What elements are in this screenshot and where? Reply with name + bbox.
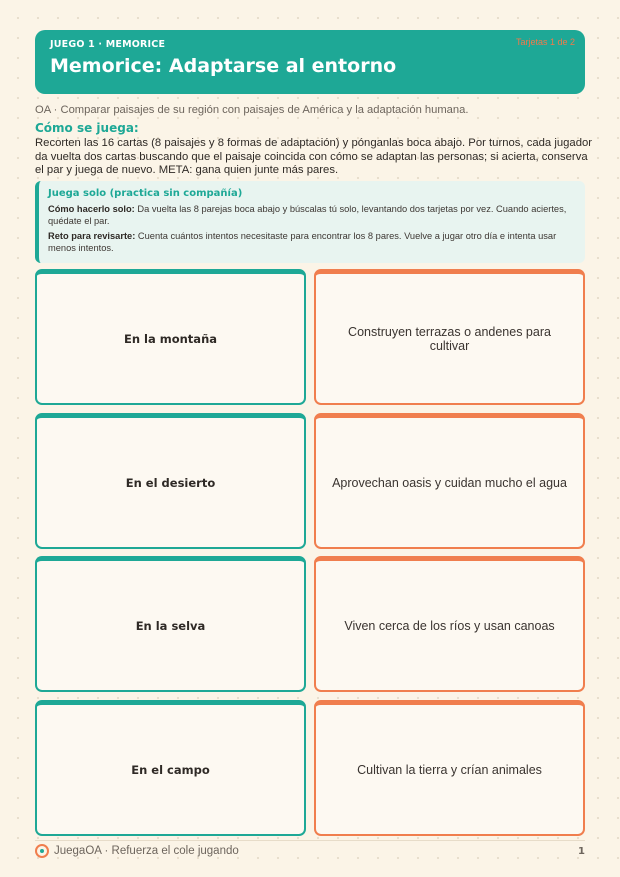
adaptation-card-label: Cultivan la tierra y crían animales [357,762,542,777]
solo-challenge-line [48,230,575,254]
cards-counter: Tarjetas 1 de 2 [515,37,575,47]
adaptation-card-label: Viven cerca de los ríos y usan canoas [344,618,555,633]
solo-how-text: Da vuelta las 8 parejas boca abajo y búscalas tú solo, levantando dos tarjetas por vez. Cuando aciertes, quédate el par. [48,204,567,226]
landscape-card [35,700,306,836]
solo-how-label: Cómo hacerlo solo: [48,204,135,214]
adaptation-card-label: Construyen terrazas o andenes para cultivar [348,324,551,353]
page-title: Memorice: Adaptarse al entorno [50,55,397,77]
brand-logo-icon [35,844,49,858]
solo-how-line [48,203,575,227]
game-header [35,30,585,94]
landscape-card [35,556,306,692]
how-to-play-text: Recorten las 16 cartas (8 paisajes y 8 formas de adaptación) y pónganlas boca abajo. Por turnos, cada jugador da vuelta dos cartas buscando que el paisaje coincida con cómo se adaptan las personas; si acierta, conserva el par y juega de nuevo. META: gana quien junte más pares. [35,137,593,176]
adaptation-card-label: Aprovechan oasis y cuidan mucho el agua [332,475,567,490]
landscape-card-label: En la montaña [123,331,218,346]
learning-objective: OA · Comparar paisajes de su región con paisajes de América y la adaptación humana. [35,104,469,116]
adaptation-card [314,700,585,836]
landscape-card [35,269,306,405]
landscape-card-label: En el campo [131,762,210,777]
adaptation-card [314,556,585,692]
game-kicker: JUEGO 1 · MEMORICE [50,39,166,50]
landscape-card [35,413,306,549]
adaptation-card [314,413,585,549]
solo-challenge-text: Cuenta cuántos intentos necesitaste para encontrar los 8 pares. Vuelve a jugar otro día e intenta usar menos intentos. [48,231,557,253]
page-footer [35,843,585,859]
solo-play-title: Juega solo (practica sin compañía) [48,188,243,199]
footer-divider [35,840,585,841]
footer-brand: JuegaOA · Refuerza el cole jugando [54,845,239,857]
how-to-play-heading: Cómo se juega: [35,121,139,135]
landscape-card-label: En el desierto [125,475,216,490]
solo-play-box [35,181,585,263]
landscape-card-label: En la selva [135,618,206,633]
solo-challenge-label: Reto para revisarte: [48,231,136,241]
adaptation-card [314,269,585,405]
page-number: 1 [578,845,585,857]
